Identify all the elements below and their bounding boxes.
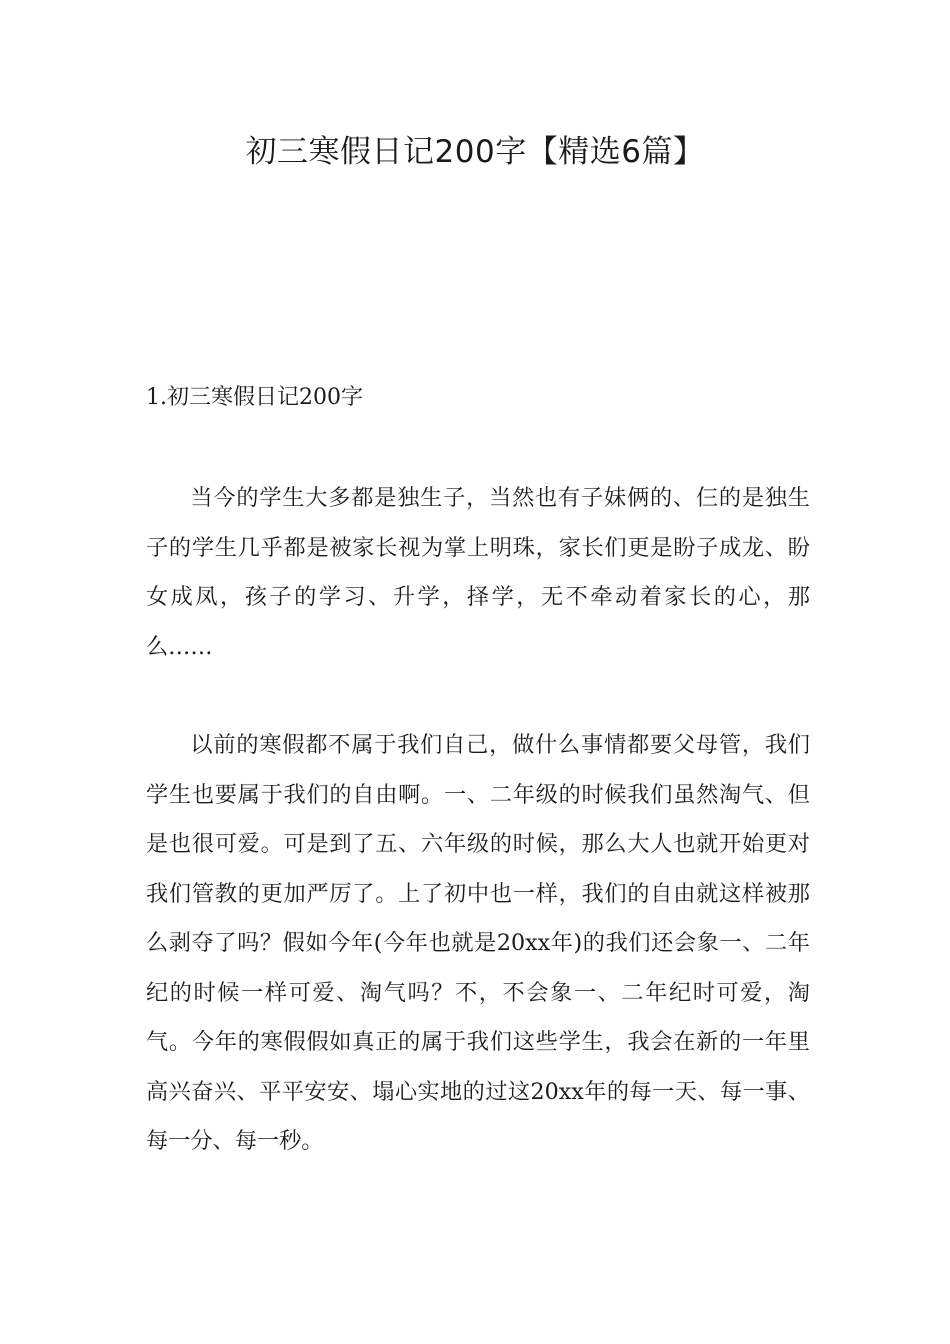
- section-heading: 1.初三寒假日记200字: [146, 385, 363, 410]
- paragraph-1: 当今的学生大多都是独生子，当然也有子妹俩的、仨的是独生子的学生几乎都是被家长视为掌上明珠，家长们更是盼子成龙、盼女成凤，孩子的学习、升学，择学，无不牵动着家长的心，那么……: [146, 485, 810, 660]
- document-title: 初三寒假日记200字【精选6篇】: [245, 134, 705, 170]
- paragraph-2: 以前的寒假都不属于我们自己，做什么事情都要父母管，我们学生也要属于我们的自由啊。一、二年级的时候我们虽然淘气、但是也很可爱。可是到了五、六年级的时候，那么大人也就开始更对我们管教的更加严厉了。上了初中也一样，我们的自由就这样被那么剥夺了吗？假如今年(今年也就是20xx年)的我们还会象一、二年纪的时候一样可爱、淘气吗？不，不会象一、二年纪时可爱，淘气。今年的寒假假如真正的属于我们这些学生，我会在新的一年里高兴奋兴、平平安安、塌心实地的过这20xx年的每一天、每一事、每一分、每一秒。: [146, 732, 810, 1154]
